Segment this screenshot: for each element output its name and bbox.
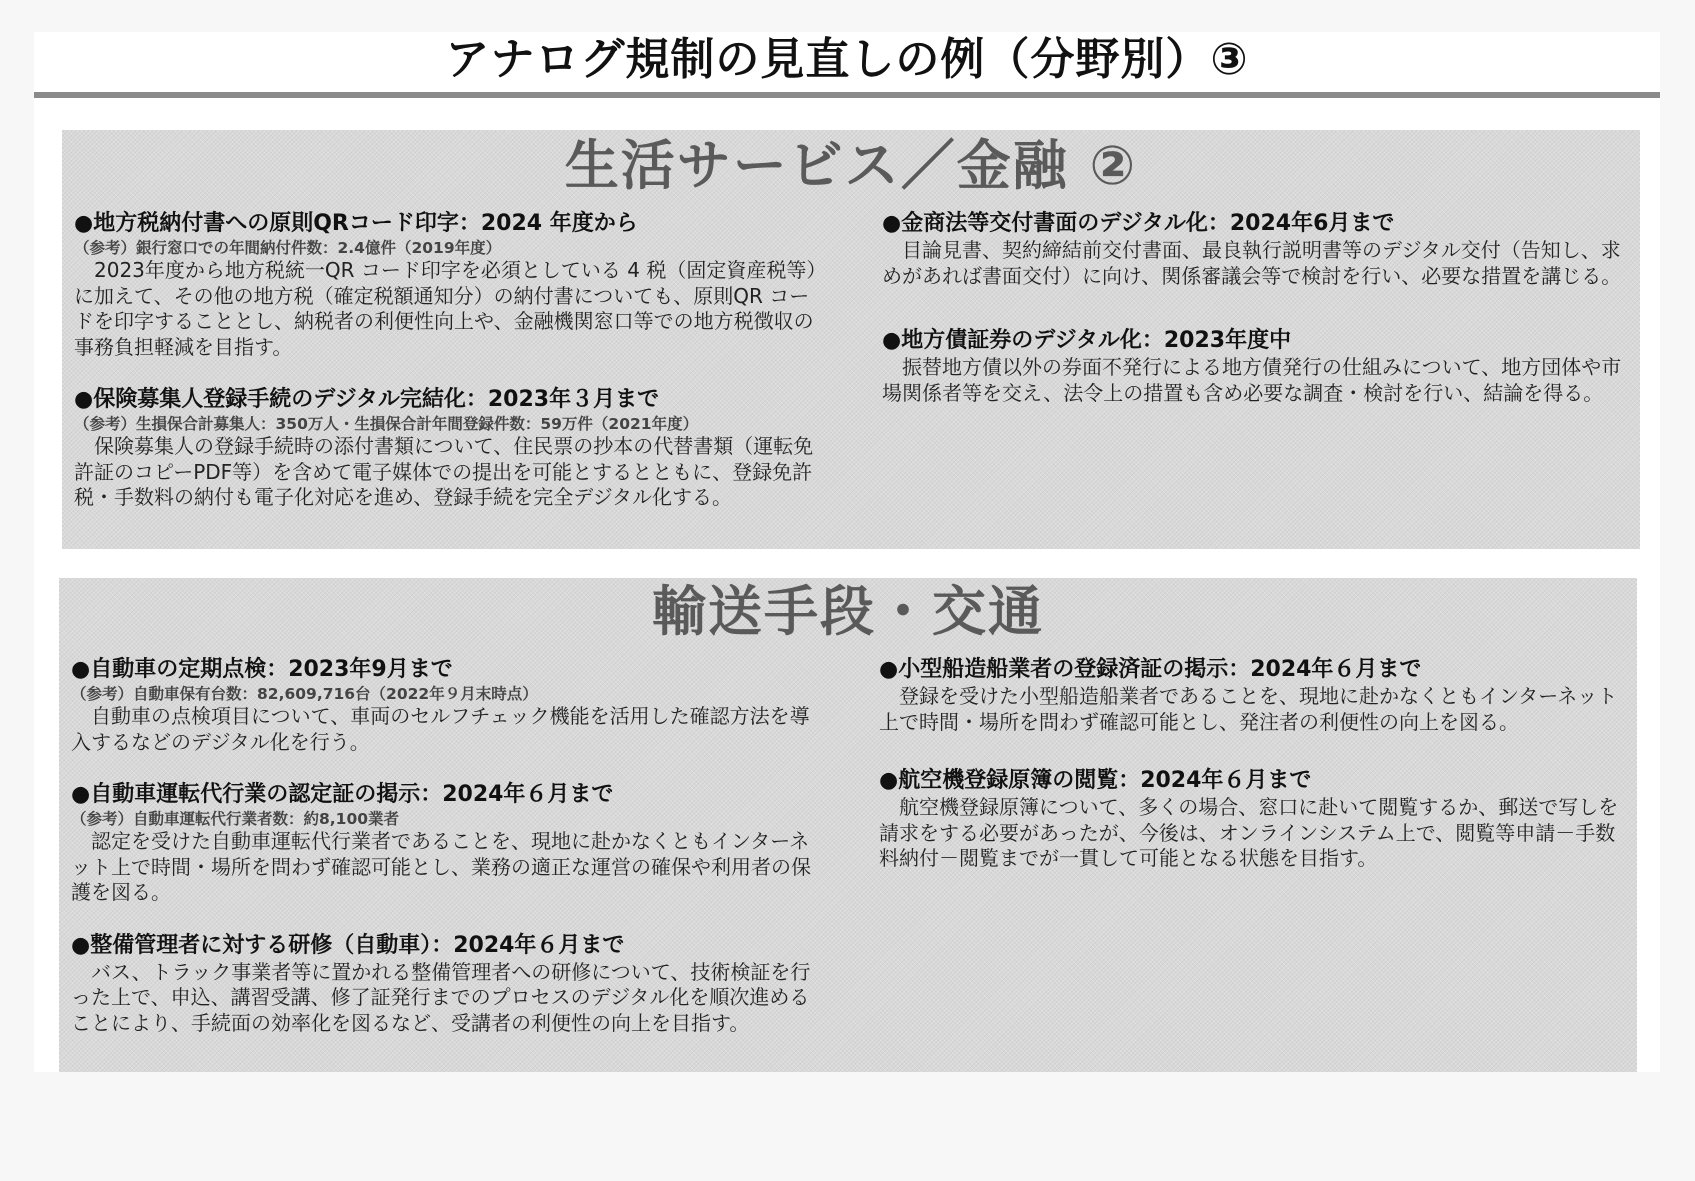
- item-title: ●自動車運転代行業の認定証の掲示：2024年６月まで: [71, 782, 614, 807]
- item-body: 認定を受けた自動車運転代行業者であることを、現地に赴かなくともインターネット上で時間・場所を問わず確認可能とし、業務の適正な運営の確保や利用者の保護を図る。: [71, 829, 811, 904]
- item-title: ●小型船造船業者の登録済証の掲示：2024年６月まで: [879, 657, 1422, 682]
- list-item: [71, 932, 819, 1037]
- slide: [34, 32, 1660, 1072]
- item-title: ●整備管理者に対する研修（自動車）：2024年６月まで: [71, 932, 625, 958]
- right-column: [882, 210, 1630, 432]
- title-divider: [34, 92, 1660, 98]
- item-title: ●金商法等交付書面のデジタル化：2024年6月まで: [882, 211, 1395, 236]
- list-item: [74, 386, 822, 511]
- item-title: ●地方債証券のデジタル化：2023年度中: [882, 328, 1292, 353]
- item-reference-note: （参考）生損保合計募集人：350万人・生損保合計年間登録件数：59万件（2021年度）: [74, 415, 699, 433]
- left-column: [74, 210, 822, 537]
- right-column: [879, 656, 1627, 898]
- item-body: バス、トラック事業者等に置かれる整備管理者への研修について、技術検証を行った上で、申込、講習受講、修了証発行までのプロセスのデジタル化を順次進めることにより、手続面の効率化を図るなど、受講者の利便性の向上を目指す。: [71, 959, 811, 1035]
- list-item: [74, 210, 822, 360]
- item-title: ●地方税納付書への原則QRコード印字：2024 年度から: [74, 211, 638, 236]
- section-heading: 生活サービス／金融 ②: [564, 134, 1138, 197]
- item-title: ●自動車の定期点検：2023年9月まで: [71, 657, 453, 682]
- item-body: 振替地方債以外の券面不発行による地方債発行の仕組みについて、地方団体や市場関係者等を交え、法令上の措置も含め必要な調査・検討を行い、結論を得る。: [882, 355, 1622, 405]
- item-body: 航空機登録原簿について、多くの場合、窓口に赴いて閲覧するか、郵送で写しを請求をする必要があったが、今後は、オンラインシステム上で、閲覧等申請－手数料納付－閲覧までが一貫して可能となる状態を目指す。: [879, 795, 1619, 870]
- item-body: 2023年度から地方税統一QR コード印字を必須としている 4 税（固定資産税等）に加えて、その他の地方税（確定税額通知分）の納付書についても、原則QR コードを印字することとし、納税者の利便性向上や、金融機関窓口等での地方税徴収の事務負担軽減を目指す。: [74, 258, 817, 359]
- list-item: [71, 656, 819, 755]
- section-transport: [59, 578, 1637, 1072]
- item-body: 登録を受けた小型船造船業者であることを、現地に赴かなくともインターネット上で時間・場所を問わず確認可能とし、発注者の利便性の向上を図る。: [879, 684, 1618, 734]
- list-item: [879, 656, 1627, 735]
- item-title: ●保険募集人登録手続のデジタル完結化：2023年３月まで: [74, 387, 660, 412]
- item-body: 保険募集人の登録手続時の添付書類について、住民票の抄本の代替書類（運転免許証のコピーPDF等）を含めて電子媒体での提出を可能とするとともに、登録免許税・手数料の納付も電子化対応を進め、登録手続を完全デジタル化する。: [74, 434, 814, 509]
- item-body: 自動車の点検項目について、車両のセルフチェック機能を活用した確認方法を導入するなどのデジタル化を行う。: [71, 704, 810, 754]
- left-column: [71, 656, 819, 1062]
- section-lifestyle-finance: [62, 130, 1640, 549]
- list-item: [882, 210, 1630, 289]
- list-item: [879, 767, 1627, 872]
- page-title: アナログ規制の見直しの例（分野別）③: [445, 34, 1249, 85]
- item-title: ●航空機登録原簿の閲覧：2024年６月まで: [879, 768, 1312, 793]
- section-heading: 輸送手段・交通: [652, 580, 1044, 643]
- item-body: 目論見書、契約締結前交付書面、最良執行説明書等のデジタル交付（告知し、求めがあれば書面交付）に向け、関係審議会等で検討を行い、必要な措置を講じる。: [882, 238, 1622, 288]
- item-reference-note: （参考）自動車運転代行業者数：約8,100業者: [71, 810, 400, 828]
- item-reference-note: （参考）自動車保有台数：82,609,716台（2022年９月末時点）: [71, 685, 538, 703]
- item-reference-note: （参考）銀行窓口での年間納付件数：2.4億件（2019年度）: [74, 239, 502, 257]
- list-item: [882, 327, 1630, 406]
- list-item: [71, 781, 819, 906]
